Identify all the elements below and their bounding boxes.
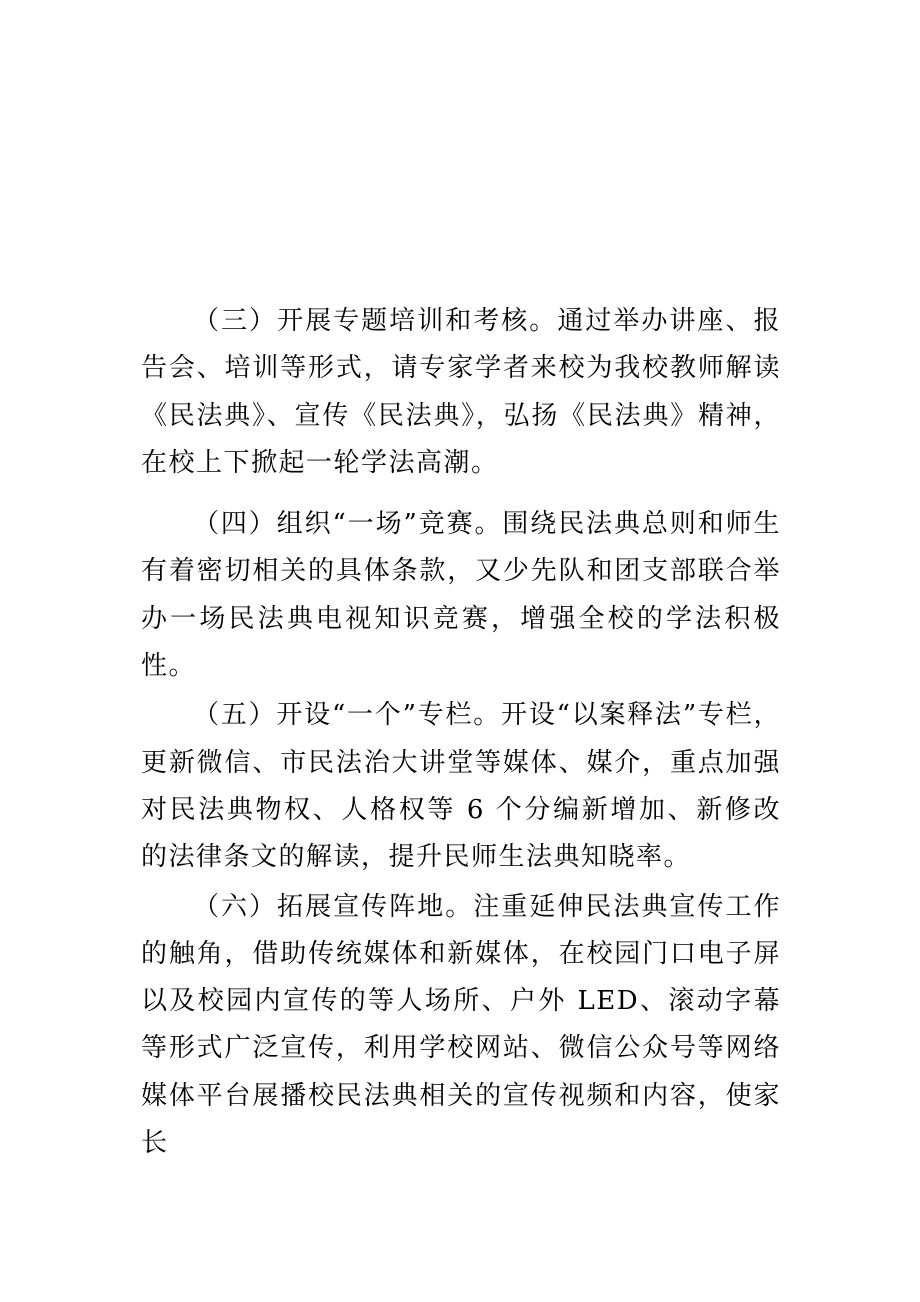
paragraph-section-6: （六）拓展宣传阵地。注重延伸民法典宣传工作的触角，借助传统媒体和新媒体，在校园门口电子屏以及校园内宣传的等人场所、户外 LED、滚动字幕等形式广泛宣传，利用学校网站、微信公众号等网络媒体平台展播校民法典相关的宣传视频和内容，使家长 bbox=[141, 891, 781, 1159]
paragraph-section-3: （三）开展专题培训和考核。通过举办讲座、报告会、培训等形式，请专家学者来校为我校教师解读《民法典》、宣传《民法典》，弘扬《民法典》精神，在校上下掀起一轮学法高潮。 bbox=[141, 306, 781, 478]
paragraph-section-4: （四）组织“一场”竞赛。围绕民法典总则和师生有着密切相关的具体条款，又少先队和团支部联合举办一场民法典电视知识竞赛，增强全校的学法积极性。 bbox=[141, 509, 781, 682]
paragraph-section-5: （五）开设“一个”专栏。开设“以案释法”专栏，更新微信、市民法治大讲堂等媒体、媒介，重点加强对民法典物权、人格权等 6 个分编新增加、新修改的法律条文的解读，提升民师生法典知晓率。 bbox=[141, 700, 781, 873]
document-body bbox=[141, 298, 781, 1167]
